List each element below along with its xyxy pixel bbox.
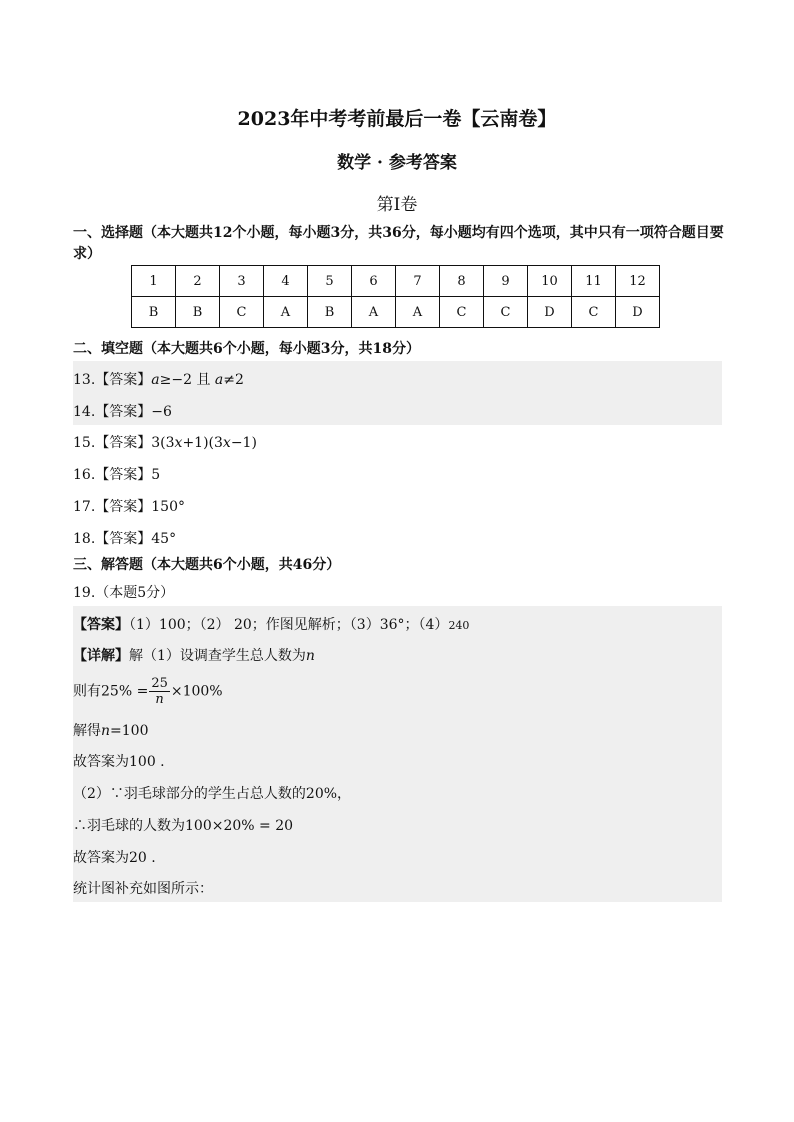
q19-equation-1: 则有25% = $\frac{25}{n}$ ×100% [73, 676, 223, 707]
question-number-cell: 7 [396, 266, 440, 297]
section3-title: 三、解答题（本大题共6个小题，共46分） [73, 557, 341, 573]
answer-18: 18.【答案】45° [73, 531, 177, 547]
answer-letter-cell: C [440, 297, 484, 328]
answer-letter-row [132, 297, 660, 328]
choice-answer-table [131, 265, 660, 328]
answer-letter-cell: C [484, 297, 528, 328]
question-number-cell: 2 [176, 266, 220, 297]
page-title: 2023年中考考前最后一卷【云南卷】 [237, 108, 557, 130]
q19-line-5: （2）∵羽毛球部分的学生占总人数的20%， [73, 786, 352, 802]
question-number-cell: 4 [264, 266, 308, 297]
answer-16: 16.【答案】5 [73, 467, 161, 483]
question-number-cell: 8 [440, 266, 484, 297]
section1-title: 一、选择题（本大题共12个小题，每小题3分，共36分，每小题均有四个选项，其中只有一项符合题目要求） [73, 225, 724, 262]
answer-13: 13.【答案】a≥−2 且 a≠2 [73, 372, 244, 388]
question-number-cell: 3 [220, 266, 264, 297]
q19-header: 19.（本题5分） [73, 585, 175, 601]
q19-equation-2: 解得n=100 [73, 723, 149, 739]
volume-label: 第Ⅰ卷 [376, 195, 418, 215]
answer-letter-cell: D [616, 297, 660, 328]
answer-letter-cell: A [352, 297, 396, 328]
answer-letter-cell: B [132, 297, 176, 328]
answer-14: 14.【答案】−6 [73, 404, 172, 420]
answer-17: 17.【答案】150° [73, 499, 185, 515]
question-number-cell: 6 [352, 266, 396, 297]
fraction: $\frac{25}{n}$ [151, 676, 168, 707]
answer-letter-cell: B [176, 297, 220, 328]
page-subtitle: 数学 · 参考答案 [337, 153, 457, 173]
question-number-cell: 1 [132, 266, 176, 297]
question-number-cell: 5 [308, 266, 352, 297]
q19-line-8: 统计图补充如图所示： [73, 881, 213, 897]
answer-letter-cell: A [396, 297, 440, 328]
q19-answer: 【答案】（1）100；（2） 20；作图见解析；（3）36°；（4）240 [73, 617, 470, 633]
question-number-cell: 10 [528, 266, 572, 297]
section2-title: 二、填空题（本大题共6个小题，每小题3分，共18分） [73, 341, 420, 357]
question-number-cell: 9 [484, 266, 528, 297]
q19-line-6: ∴羽毛球的人数为100×20% = 20 [73, 818, 294, 834]
answer-letter-cell: B [308, 297, 352, 328]
q19-detail: 【详解】解（1）设调查学生总人数为n [73, 648, 315, 664]
question-number-row [132, 266, 660, 297]
answer-letter-cell: D [528, 297, 572, 328]
q19-line-7: 故答案为20 . [73, 850, 156, 866]
answer-15: 15.【答案】3(3x+1)(3x−1) [73, 435, 257, 451]
answer-letter-cell: C [220, 297, 264, 328]
question-number-cell: 11 [572, 266, 616, 297]
q19-line-4: 故答案为100 . [73, 754, 165, 770]
answer-letter-cell: C [572, 297, 616, 328]
answer-letter-cell: A [264, 297, 308, 328]
question-number-cell: 12 [616, 266, 660, 297]
